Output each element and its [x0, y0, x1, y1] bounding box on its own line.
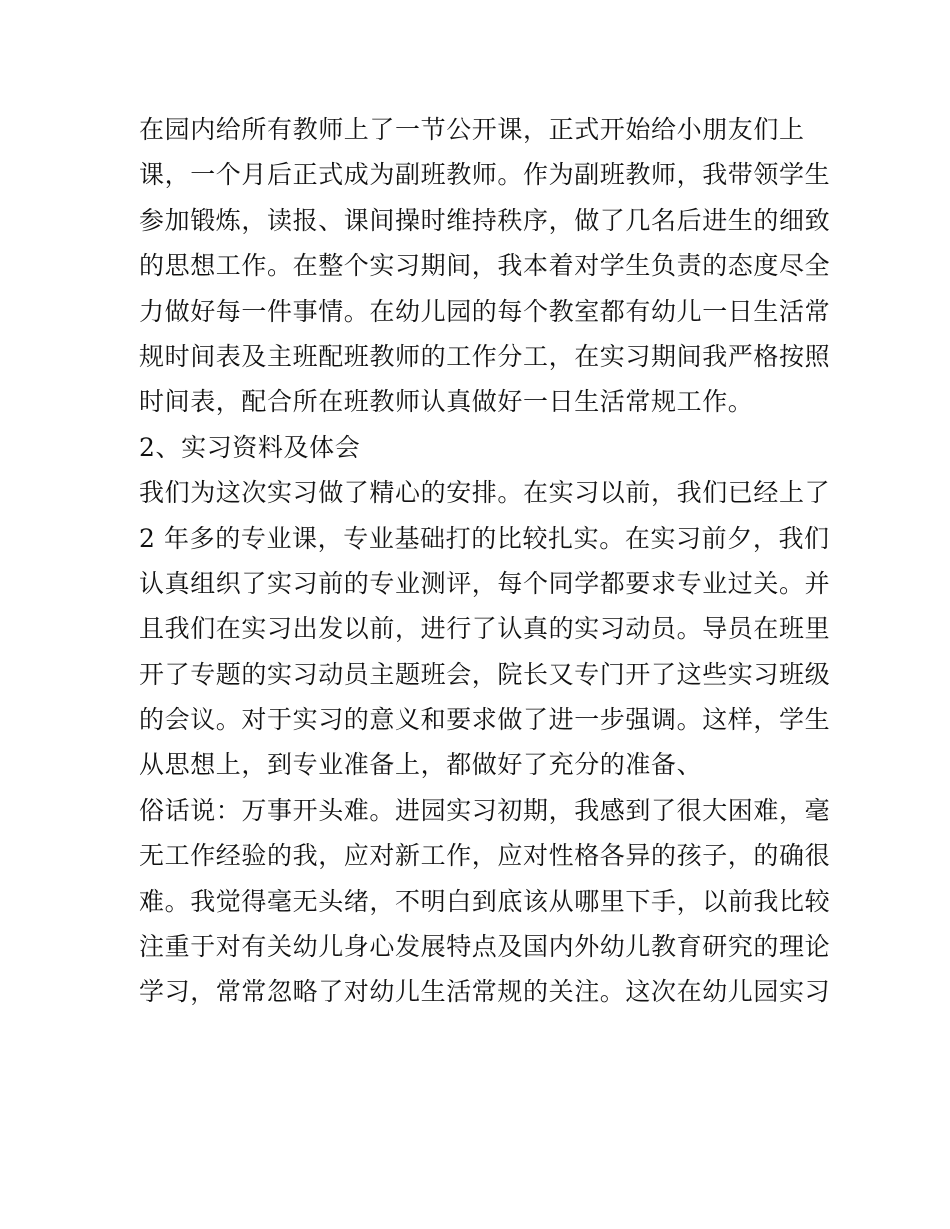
text-line: 注重于对有关幼儿身心发展特点及国内外幼儿教育研究的理论 [139, 932, 831, 962]
text-line: 无工作经验的我，应对新工作，应对性格各异的孩子，的确很 [139, 841, 831, 871]
text-line: 的会议。对于实习的意义和要求做了进一步强调。这样，学生 [139, 705, 831, 735]
body-text [139, 107, 831, 1015]
text-line: 参加锻炼，读报、课间操时维持秩序，做了几名后进生的细致 [139, 205, 831, 235]
text-line: 规时间表及主班配班教师的工作分工，在实习期间我严格按照 [139, 341, 831, 371]
text-line: 认真组织了实习前的专业测评，每个同学都要求专业过关。并 [139, 568, 831, 598]
text-line: 且我们在实习出发以前，进行了认真的实习动员。导员在班里 [139, 614, 831, 644]
text-line: 在园内给所有教师上了一节公开课，正式开始给小朋友们上 [139, 115, 805, 144]
text-line: 俗话说：万事开头难。进园实习初期，我感到了很大困难，毫 [139, 795, 831, 825]
text-line: 的思想工作。在整个实习期间，我本着对学生负责的态度尽全 [139, 251, 831, 281]
text-line: 时间表，配合所在班教师认真做好一日生活常规工作。 [139, 387, 754, 417]
text-line: 我们为这次实习做了精心的安排。在实习以前，我们已经上了 [139, 478, 831, 508]
text-line: 学习，常常忽略了对幼儿生活常规的关注。这次在幼儿园实习 [139, 977, 831, 1007]
text-line: 开了专题的实习动员主题班会，院长又专门开了这些实习班级 [139, 659, 831, 689]
section-heading: 2、实习资料及体会 [139, 432, 361, 462]
text-line: 从思想上，到专业准备上，都做好了充分的准备、 [139, 750, 703, 780]
text-line: 力做好每一件事情。在幼儿园的每个教室都有幼儿一日生活常 [139, 296, 831, 326]
text-line: 课，一个月后正式成为副班教师。作为副班教师，我带领学生 [139, 160, 831, 190]
text-line: 2 年多的专业课，专业基础打的比较扎实。在实习前夕，我们 [139, 523, 830, 553]
text-line: 难。我觉得毫无头绪，不明白到底该从哪里下手，以前我比较 [139, 886, 831, 916]
